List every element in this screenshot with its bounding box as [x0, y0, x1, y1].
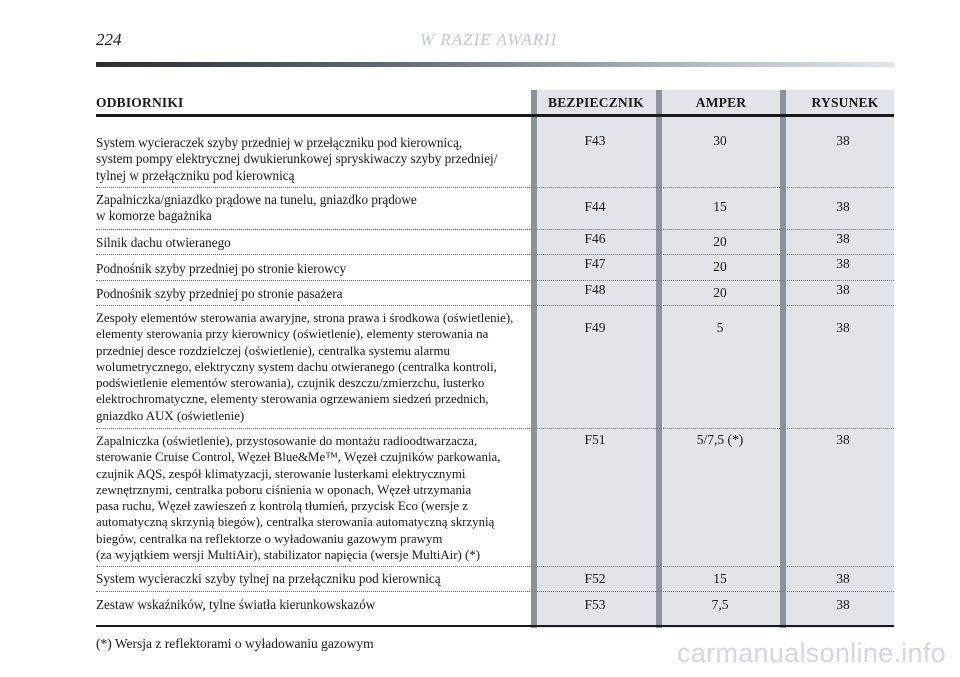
ampere-cell: 5 — [716, 320, 724, 335]
fuse-cell: F46 — [584, 231, 606, 246]
figure-cell: 38 — [836, 432, 850, 447]
row-separator — [96, 280, 894, 281]
ampere-cell: 20 — [713, 259, 727, 274]
fuse-cell: F53 — [584, 597, 606, 612]
row-description: Zapalniczka (oświetlenie), przystosowanie do montażu radioodtwarzacza, sterowanie Cruise Control, Węzeł Blue&Me™, Węzeł czujników parkowania, czujnik AQS, zespół klimatyzacji, sterowanie lusterkami elektrycznymi zewnętrznymi, centralka poboru ciśnienia w oponach, Węzeł utrzymania pasa ruchu, Węzeł zawieszeń z kontrolą tłumień, przycisk Eco (wersje z automatyczną skrzynią biegów), centralka sterowania automatyczną skrzynią biegów, centralka na reflektorze o wyładowaniu gazowym prawym (za wyjątkiem wersji MultiAir), stabilizator napięcia (wersje MultiAir) (*) — [96, 434, 501, 563]
fuse-cell: F48 — [584, 282, 606, 297]
column-header-fuse: BEZPIECZNIK — [548, 95, 644, 110]
ampere-cell: 15 — [713, 199, 727, 214]
ampere-cell: 20 — [713, 234, 727, 249]
figure-cell: 38 — [836, 597, 850, 612]
running-title: W RAZIE AWARII — [420, 30, 558, 49]
ampere-cell: 15 — [713, 571, 727, 586]
column-separator — [780, 90, 786, 628]
fuse-cell: F43 — [584, 133, 606, 148]
fuse-cell: F47 — [584, 256, 606, 271]
row-description: System wycieraczki szyby tylnej na przełączniku pod kierownicą — [96, 571, 441, 586]
ampere-column-stripe — [662, 90, 780, 628]
row-description: Zapalniczka/gniazdko prądowe na tunelu, gniazdko prądowe w komorze bagażnika — [96, 192, 417, 224]
watermark: carmanualsonline.info — [677, 638, 946, 668]
figure-cell: 38 — [836, 571, 850, 586]
row-description: Podnośnik szyby przedniej po stronie pasażera — [96, 286, 343, 301]
page-number: 224 — [96, 30, 122, 49]
fuse-cell: F52 — [584, 571, 606, 586]
ampere-cell: 20 — [713, 285, 727, 300]
fuse-cell: F49 — [584, 320, 606, 335]
column-separator — [656, 90, 662, 628]
row-separator — [96, 187, 894, 188]
ampere-cell: 7,5 — [711, 597, 729, 612]
figure-cell: 38 — [836, 320, 850, 335]
ampere-cell: 30 — [713, 133, 727, 148]
row-description: Zestaw wskaźników, tylne światła kierunkowskazów — [96, 597, 376, 612]
figure-cell: 38 — [836, 256, 850, 271]
fuse-cell: F44 — [584, 199, 606, 214]
fuse-column-stripe — [536, 90, 656, 628]
column-header-figure: RYSUNEK — [811, 95, 879, 110]
figure-column-stripe — [786, 90, 894, 628]
row-separator — [96, 229, 894, 230]
fuse-cell: F51 — [584, 432, 606, 447]
header-underline — [96, 114, 894, 117]
table-bottom-rule — [96, 625, 894, 627]
row-separator — [96, 305, 894, 306]
row-separator — [96, 566, 894, 567]
row-separator — [96, 428, 894, 429]
row-description: Podnośnik szyby przedniej po stronie kierowcy — [96, 261, 347, 276]
column-header-ampere: AMPER — [695, 95, 747, 110]
row-separator — [96, 254, 894, 255]
figure-cell: 38 — [836, 282, 850, 297]
figure-cell: 38 — [836, 133, 850, 148]
figure-cell: 38 — [836, 199, 850, 214]
figure-cell: 38 — [836, 231, 850, 246]
header-rule — [96, 62, 894, 67]
column-header-consumers: ODBIORNIKI — [96, 95, 184, 110]
row-description: System wycieraczek szyby przedniej w przełączniku pod kierownicą, system pompy elektrycznej dwukierunkowej spryskiwaczy szyby przedniej/ tylnej w przełączniku pod kierownicą — [96, 135, 498, 183]
row-description: Silnik dachu otwieranego — [96, 235, 231, 250]
footnote: (*) Wersja z reflektorami o wyładowaniu gazowym — [96, 636, 374, 651]
row-description: Zespoły elementów sterowania awaryjne, strona prawa i środkowa (oświetlenie), elementy sterowania przy kierownicy (oświetlenie), elementy sterowania na przedniej desce rozdzielczej (oświetlenie), centralka systemu alarmu wolumetrycznego, elektryczny system dachu otwieranego (centralka kontroli, podświetlenie elementów sterowania), czujnik deszczu/zmierzchu, lusterko elektrochromatyczne, elementy sterowania ogrzewaniem siedzeń przednich, gniazdko AUX (oświetlenie) — [96, 311, 514, 423]
row-separator — [96, 591, 894, 592]
ampere-cell: 5/7,5 (*) — [696, 432, 744, 447]
